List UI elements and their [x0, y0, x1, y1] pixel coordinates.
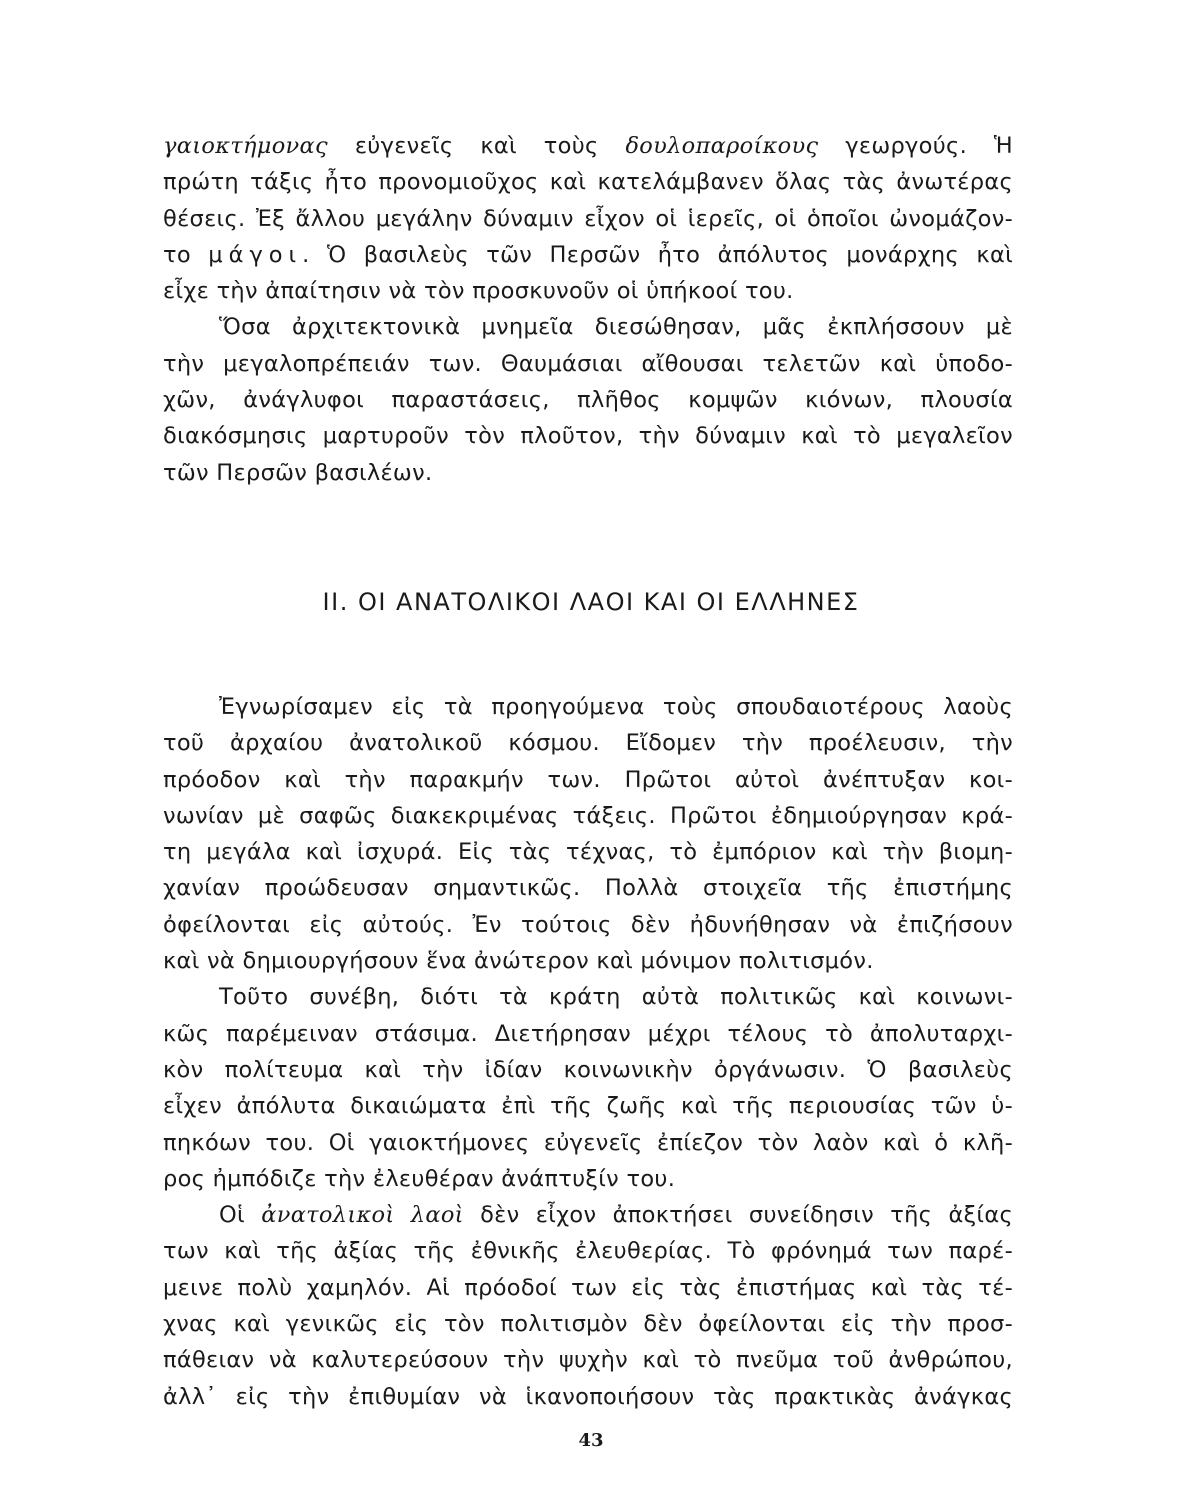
italic-term: γαιοκτήμονας [163, 133, 328, 159]
text-line: τὴν μεγαλοπρέπειάν των. Θαυμάσιαι αἴθουσαι τελετῶν καὶ ὑποδο- [163, 350, 1013, 377]
text-line: Τοῦτο συνέβη, διότι τὰ κράτη αὐτὰ πολιτικῶς καὶ κοινωνι- [219, 984, 1013, 1011]
text-block-bottom [163, 689, 1013, 1415]
text-span: γεωργούς. Ἡ [818, 133, 1013, 159]
text-line: ρος ἠμπόδιζε τὴν ἐλευθέραν ἀνάπτυξίν του. [163, 1165, 676, 1192]
text-line: χῶν, ἀνάγλυφοι παραστάσεις, πλῆθος κομψῶν κιόνων, πλουσία [163, 387, 1013, 414]
text-block-top [163, 128, 1013, 491]
text-span: εὐγενεῖς καὶ τοὺς [327, 133, 626, 159]
text-line: Ἐγνωρίσαμεν εἰς τὰ προηγούμενα τοὺς σπουδαιοτέρους λαοὺς [219, 694, 1013, 720]
text-line: πηκόων του. Οἱ γαιοκτήμονες εὐγενεῖς ἐπίεζον τὸν λαὸν καὶ ὁ κλῆ- [163, 1129, 1013, 1156]
text-line: καὶ νὰ δημιουργήσουν ἕνα ἀνώτερον καὶ μόνιμον πολιτισμόν. [163, 948, 874, 975]
text-line: θέσεις. Ἐξ ἄλλου μεγάλην δύναμιν εἶχον οἱ ἱερεῖς, οἱ ὁποῖοι ὠνομάζον- [163, 205, 1013, 232]
italic-term: ἀνατολικοὶ λαοὶ [261, 1202, 464, 1229]
text-line: πρόοδον καὶ τὴν παρακμήν των. Πρῶτοι αὐτοὶ ἀνέπτυξαν κοι- [163, 766, 1013, 793]
text-line: κὸν πολίτευμα καὶ τὴν ἰδίαν κοινωνικὴν ὀργάνωσιν. Ὁ βασιλεὺς [163, 1056, 1013, 1083]
text-line [163, 1197, 1013, 1233]
text-line: εἶχεν ἀπόλυτα δικαιώματα ἐπὶ τῆς ζωῆς καὶ τῆς περιουσίας τῶν ὑ- [163, 1093, 1013, 1120]
italic-term: δουλοπαροίκους [625, 133, 819, 159]
text-line: εἶχε τὴν ἀπαίτησιν νὰ τὸν προσκυνοῦν οἱ ὑπήκοοί του. [163, 278, 794, 305]
text-span: Οἱ [219, 1202, 262, 1229]
paragraph-3 [163, 689, 1013, 979]
spaced-term: μάγοι [208, 241, 303, 268]
text-line: ὀφείλονται εἰς αὐτούς. Ἐν τούτοις δὲν ἠδυνήθησαν νὰ ἐπιζήσουν [163, 911, 1013, 938]
text-span: δὲν εἶχον ἀποκτήσει συνείδησιν τῆς ἀξίας [463, 1202, 1013, 1229]
text-line: Ὅσα ἀρχιτεκτονικὰ μνημεῖα διεσώθησαν, μᾶς ἐκπλήσσουν μὲ [219, 314, 1013, 341]
text-span: το [163, 241, 209, 268]
page-number: 43 [578, 1430, 604, 1451]
text-line [163, 128, 1013, 164]
text-line: των καὶ τῆς ἀξίας τῆς ἐθνικῆς ἐλευθερίας. Τὸ φρόνημά των παρέ- [163, 1238, 1013, 1265]
text-line: μεινε πολὺ χαμηλόν. Αἱ πρόοδοί των εἰς τὰς ἐπιστήμας καὶ τὰς τέ- [163, 1274, 1013, 1301]
text-line: πρώτη τάξις ἦτο προνομιοῦχος καὶ κατελάμβανεν ὅλας τὰς ἀνωτέρας [163, 169, 1013, 196]
paragraph-5 [163, 1197, 1013, 1415]
text-line: διακόσμησις μαρτυροῦν τὸν πλοῦτον, τὴν δύναμιν καὶ τὸ μεγαλεῖον [163, 423, 1013, 450]
text-line: χανίαν προώδευσαν σημαντικῶς. Πολλὰ στοιχεῖα τῆς ἐπιστήμης [163, 875, 1013, 902]
text-line: νωνίαν μὲ σαφῶς διακεκριμένας τάξεις. Πρῶτοι ἐδημιούργησαν κρά- [163, 802, 1013, 829]
text-line: πάθειαν νὰ καλυτερεύσουν τὴν ψυχὴν καὶ τὸ πνεῦμα τοῦ ἀνθρώπου, [163, 1347, 1013, 1374]
section-heading: II. ΟΙ ΑΝΑΤΟΛΙΚΟΙ ΛΑΟΙ ΚΑΙ ΟΙ ΕΛΛΗΝΕΣ [322, 588, 860, 616]
paragraph-1 [163, 128, 1013, 309]
text-line: τη μεγάλα καὶ ἰσχυρά. Εἰς τὰς τέχνας, τὸ ἐμπόριον καὶ τὴν βιομη- [163, 839, 1013, 866]
text-span: . Ὁ βασιλεὺς τῶν Περσῶν ἦτο ἀπόλυτος μονάρχης καὶ [302, 241, 1013, 268]
text-line: τοῦ ἀρχαίου ἀνατολικοῦ κόσμου. Εἴδομεν τὴν προέλευσιν, τὴν [163, 730, 1013, 757]
text-line: ἀλλ᾽ εἰς τὴν ἐπιθυμίαν νὰ ἱκανοποιήσουν τὰς πρακτικὰς ἀνάγκας [163, 1383, 1013, 1410]
text-line [163, 237, 1013, 273]
paragraph-2 [163, 309, 1013, 490]
paragraph-4 [163, 979, 1013, 1197]
text-line: κῶς παρέμειναν στάσιμα. Διετήρησαν μέχρι τέλους τὸ ἀπολυταρχι- [163, 1020, 1013, 1047]
text-line: χνας καὶ γενικῶς εἰς τὸν πολιτισμὸν δὲν ὀφείλονται εἰς τὴν προσ- [163, 1311, 1013, 1338]
text-line: τῶν Περσῶν βασιλέων. [163, 459, 433, 486]
